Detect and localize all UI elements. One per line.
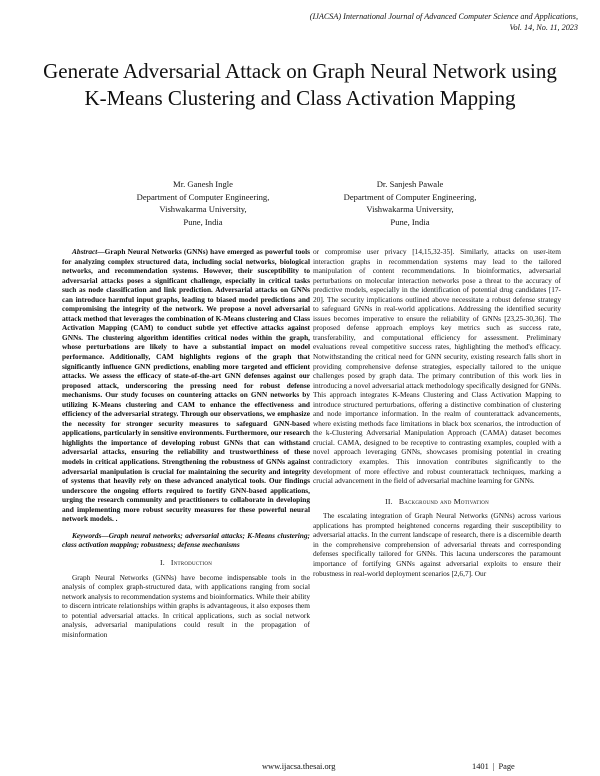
journal-header <box>98 11 578 33</box>
author-name: Mr. Ganesh Ingle <box>173 179 233 189</box>
author-block-1 <box>98 178 308 228</box>
section-title: Introduction <box>170 557 213 567</box>
footer-page <box>472 762 515 771</box>
section-heading-background <box>313 497 561 507</box>
abstract <box>62 247 310 524</box>
footer-url: www.ijacsa.thesai.org <box>262 762 336 771</box>
introduction-paragraph: Graph Neural Networks (GNNs) have become indispensable tools in the analysis of complex graph-structured data, with applications ranging from social network analysis to recommendation systems and bioinformatics. While their ability to discern intricate relationships within graphs is advantageous, it also exposes them to potential adversarial attacks. In critical applications, such as social network analysis, adversarial manipulations could result in the propagation of misinformation <box>62 572 310 639</box>
abstract-text: —Graph Neural Networks (GNNs) have emerged as powerful tools for analyzing complex structured data, including social networks, biological networks, and recommendation systems. However, their susceptibility to adversarial attacks poses a significant challenge, especially in critical tasks such as node classification and link prediction. Adversarial attacks on GNNs can introduce harmful input graphs, leading to biased model predictions and compromising the integrity of the network. We propose a novel adversarial attack method that leverages the combination of K-Means clustering and Class Activation Mapping (CAM) to conduct subtle yet effective attacks against GNNs. The clustering algorithm identifies critical nodes within the graph, whose perturbations are likely to have a substantial impact on model performance. Additionally, CAM highlights regions of the graph that significantly influence GNN predictions, enabling more targeted and efficient attacks. We assess the efficacy of state-of-the-art GNN defenses against our proposed attack, underscoring the pressing need for robust defense mechanisms. Our study focuses on countering attacks on GNN networks by utilizing K-Means clustering and CAM to enhance the effectiveness and efficiency of the adversarial strategy. Through our observations, we emphasize the necessity for stronger security measures to safeguard GNN-based applications, particularly in sensitive environments. Furthermore, our research highlights the importance of developing robust GNNs that can withstand adversarial attacks, ensuring the reliability and trustworthiness of these models in critical applications. Strengthening the robustness of GNNs against adversarial manipulation is crucial for maintaining the security and integrity of systems that heavily rely on these advanced analytical tools. Our findings underscore the ongoing efforts required to fortify GNN-based applications, urging the research community and practitioners to collaborate in developing and implementing more robust security measures for these powerful neural network models. . <box>62 247 310 524</box>
journal-volume: Vol. 14, No. 11, 2023 <box>509 23 578 32</box>
keywords: Keywords—Graph neural networks; adversarial attacks; K-Means clustering; class activation mapping; robustness; defense mechanisms <box>62 530 310 550</box>
author-university: Vishwakarma University, <box>366 204 454 214</box>
section-heading-introduction <box>62 558 310 568</box>
page-separator: | <box>492 762 495 771</box>
right-column <box>313 247 561 578</box>
left-column <box>62 247 310 639</box>
journal-name: (IJACSA) International Journal of Advanced Computer Science and Applications, <box>309 12 578 21</box>
section-title: Background and Motivation <box>398 496 489 506</box>
abstract-label: Abstract <box>72 247 98 256</box>
section-number: II. <box>385 496 393 506</box>
author-name: Dr. Sanjesh Pawale <box>376 179 444 189</box>
author-location: Pune, India <box>390 216 430 227</box>
author-department: Department of Computer Engineering, <box>343 191 477 202</box>
page-number: 1401 <box>472 762 489 771</box>
paper-title: Generate Adversarial Attack on Graph Neural Network using K-Means Clustering and Class Activation Mapping <box>43 59 557 110</box>
introduction-continuation: or compromise user privacy [14,15,32-35]. Similarly, attacks on user-item interaction graphs in recommendation systems may lead to the tailored manipulation of content recommendations. In bioinformatics, adversarial perturbations on molecular interaction networks pose a threat to the accuracy of predictive models, especially in the identification of potential drug candidates [17-20]. The security implications outlined above necessitate a robust defense strategy to safeguard GNNs in real-world applications. Addressing the identified security issues becomes imperative to ensure the reliability of GNNs [23,25-30,36]. The proposed defense approach employs key metrics such as success rate, transferability, and computational efficiency for assessment. Preliminary evaluations reveal competitive success rates, highlighting the method's efficacy. Notwithstanding the critical need for GNN security, existing research falls short in providing comprehensive defense strategies, especially tailored to the unique challenges posed by graph data. The primary contribution of this work lies in introducing a novel adversarial attack methodology specifically designed for GNNs. This approach integrates K-Means Clustering and Class Activation Mapping to introduce structured perturbations, offering a distinctive combination of clustering and node importance information. In the realm of counterattack advancements, where existing methods face limitations in black box scenarios, the introduction of the k-Clustering Adversarial Manipulation Approach (CAMA) dataset becomes crucial. CAMA, designed to be receptive to contrasting examples, coupled with a novel approach leveraging GNNs, showcases promising potential in creating contradictory examples. This innovation contributes significantly to the development of more effective and robust counterattack techniques, marking a crucial advancement in the field of adversarial machine learning for GNNs. <box>313 247 561 486</box>
section-number: I. <box>159 557 165 567</box>
author-block-2 <box>305 178 515 228</box>
background-paragraph: The escalating integration of Graph Neural Networks (GNNs) across various applications has prompted heightened concerns regarding their susceptibility to adversarial attacks. In the current landscape of research, there is a discernible dearth in the comprehensive comprehension of adversarial threats and corresponding defenses specifically tailored for GNNs. This lacuna underscores the paramount importance of fortifying GNNs against adversarial exploits to ensure their robustness in real-world deployment scenarios [2,6,7]. Our <box>313 511 561 578</box>
author-location: Pune, India <box>183 216 223 227</box>
author-university: Vishwakarma University, <box>159 204 247 214</box>
author-department: Department of Computer Engineering, <box>136 191 270 202</box>
page-label: Page <box>498 762 515 771</box>
